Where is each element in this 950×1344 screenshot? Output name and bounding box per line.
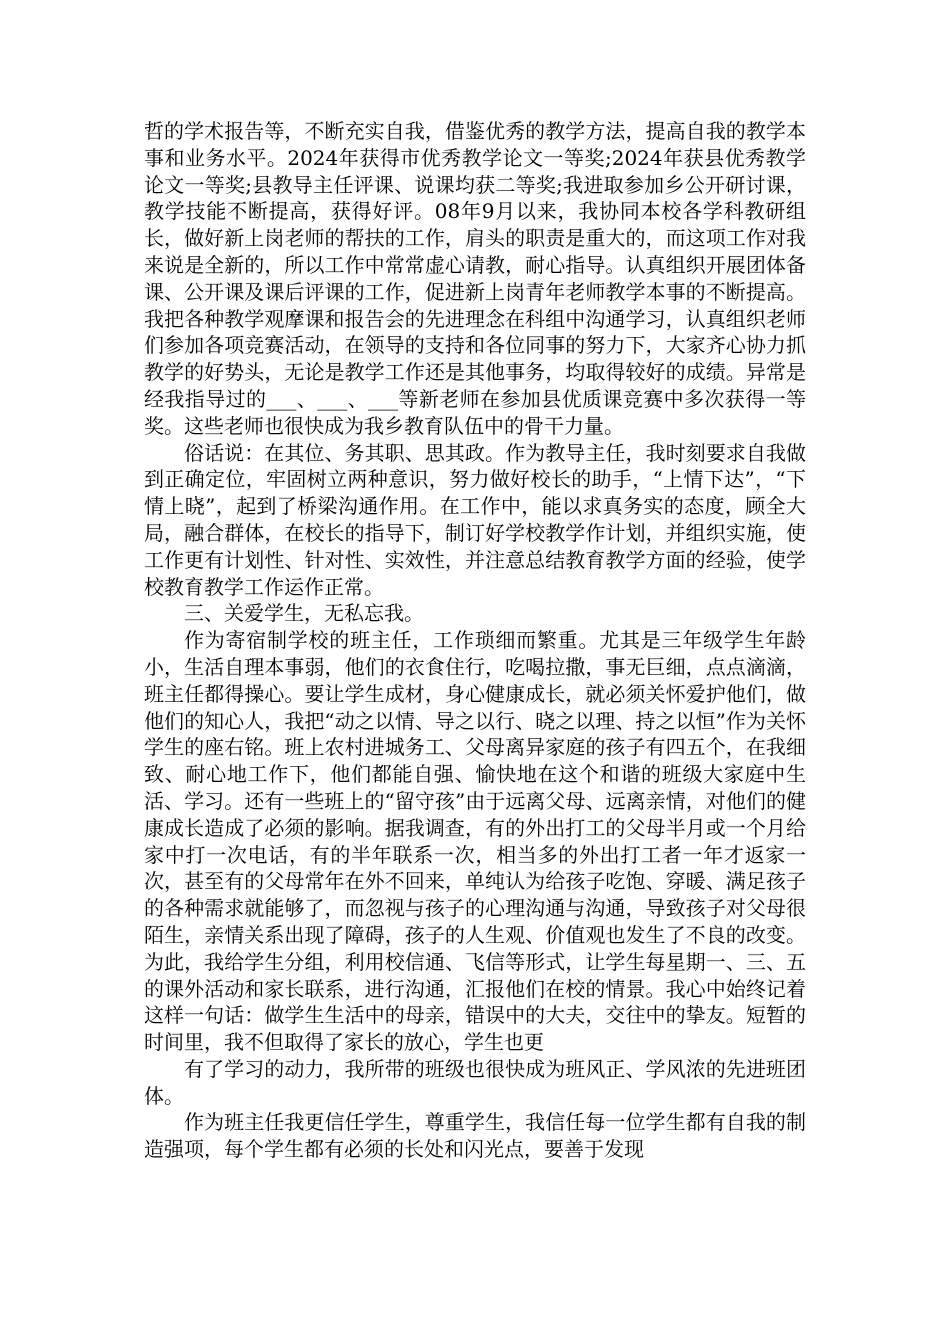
document-body <box>144 118 806 1163</box>
paragraph-2: 俗话说：在其位、务其职、思其政。作为教导主任，我时刻要求自我做到正确定位，牢固树立两种意识，努力做好校长的助手，“上情下达”，“下情上晓”，起到了桥梁沟通作用。在工作中，能以求真务实的态度，顾全大局，融合群体，在校长的指导下，制订好学校教学作计划，并组织实施，使工作更有计划性、针对性、实效性，并注意总结教育教学方面的经验，使学校教育教学工作运作正常。 <box>144 440 806 599</box>
paragraph-4: 有了学习的动力，我所带的班级也很快成为班风正、学风浓的先进班团体。 <box>144 1056 806 1108</box>
paragraph-1: 哲的学术报告等，不断充实自我，借鉴优秀的教学方法，提高自我的教学本事和业务水平。2024年获得市优秀教学论文一等奖;2024年获县优秀教学论文一等奖;县教导主任评课、说课均获二等奖;我进取参加乡公开研讨课，教学技能不断提高，获得好评。08年9月以来，我协同本校各学科教研组长，做好新上岗老师的帮扶的工作，肩头的职责是重大的，而这项工作对我来说是全新的，所以工作中常常虚心请教，耐心指导。认真组织开展团体备课、公开课及课后评课的工作，促进新上岗青年老师教学本事的不断提高。我把各种教学观摩课和报告会的先进理念在科组中沟通学习，认真组织老师们参加各项竞赛活动，在领导的支持和各位同事的努力下，大家齐心协力抓教学的好势头，无论是教学工作还是其他事务，均取得较好的成绩。异常是经我指导过的___、___、___等新老师在参加县优质课竞赛中多次获得一等奖。这些老师也很快成为我乡教育队伍中的骨干力量。 <box>144 119 806 438</box>
paragraph-5: 作为班主任我更信任学生，尊重学生，我信任每一位学生都有自我的制造强项，每个学生都有必须的长处和闪光点，要善于发现 <box>144 1110 806 1162</box>
section-heading: 三、关爱学生，无私忘我。 <box>184 601 424 626</box>
paragraph-3: 作为寄宿制学校的班主任，工作琐细而繁重。尤其是三年级学生年龄小，生活自理本事弱，他们的衣食住行，吃喝拉撒，事无巨细，点点滴滴，班主任都得操心。要让学生成材，身心健康成长，就必须关怀爱护他们，做他们的知心人，我把“动之以情、导之以行、晓之以理、持之以恒”作为关怀学生的座右铭。班上农村进城务工、父母离异家庭的孩子有四五个，在我细致、耐心地工作下，他们都能自强、愉快地在这个和谐的班级大家庭中生活、学习。还有一些班上的“留守孩”由于远离父母、远离亲情，对他们的健康成长造成了必须的影响。据我调查，有的外出打工的父母半月或一个月给家中打一次电话，有的半年联系一次，相当多的外出打工者一年才返家一次，甚至有的父母常年在外不回来，单纯认为给孩子吃饱、穿暖、满足孩子的各种需求就能够了，而忽视与孩子的心理沟通与沟通，导致孩子对父母很陌生，亲情关系出现了障碍，孩子的人生观、价值观也发生了不良的改变。为此，我给学生分组，利用校信通、飞信等形式，让学生每星期一、三、五的课外活动和家长联系，进行沟通，汇报他们在校的情景。我心中始终记着这样一句话：做学生生活中的母亲，错误中的大夫，交往中的挚友。短暂的时间里，我不但取得了家长的放心，学生也更 <box>144 628 806 1055</box>
